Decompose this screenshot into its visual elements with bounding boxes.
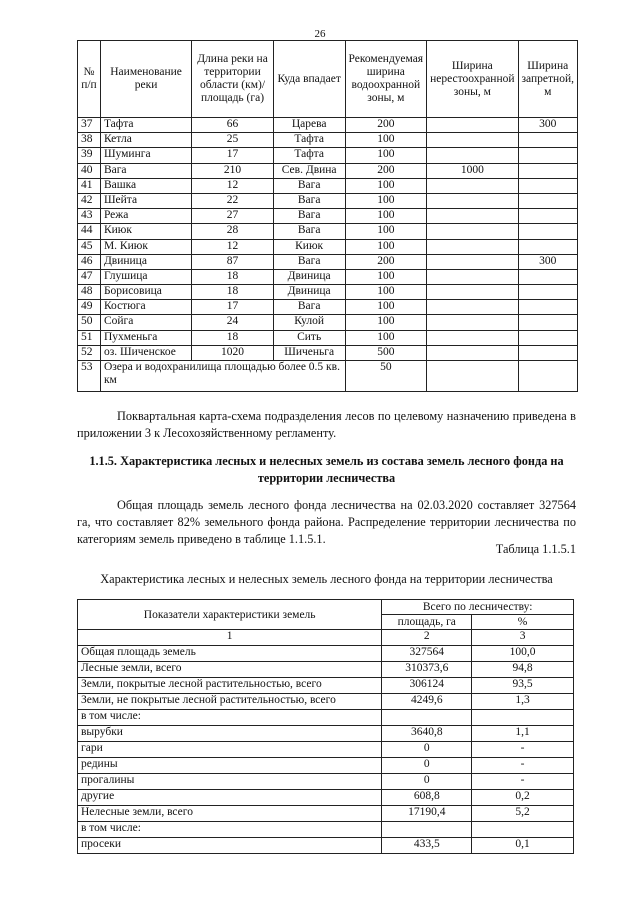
paragraph-forest-map: Поквартальная карта-схема подразделения лесов по целевому назначению приведена в приложении 3 к Лесохозяйственному регламенту.: [77, 409, 576, 440]
table-row: [78, 330, 578, 345]
cell-water-zone: 100: [345, 300, 427, 315]
table-row: [78, 838, 574, 854]
cell-pct: 100,0: [472, 646, 574, 662]
cell-num: 40: [78, 163, 101, 178]
cell-forbidden: 300: [518, 118, 577, 133]
header-outflow: Куда впадает: [273, 41, 345, 118]
cell-outflow: Вага: [273, 193, 345, 208]
cell-spawning: [427, 133, 518, 148]
cell-outflow: Тафта: [273, 148, 345, 163]
cell-num: 45: [78, 239, 101, 254]
cell-area: 306124: [382, 678, 472, 694]
cell-spawning: [427, 345, 518, 360]
cell-pct: 0,1: [472, 838, 574, 854]
header-spawning: Ширина нерестоохранной зоны, м: [427, 41, 518, 118]
table-row: [78, 254, 578, 269]
cell-pct: 1,3: [472, 694, 574, 710]
cell-water-zone: 200: [345, 254, 427, 269]
table-row: [78, 710, 574, 726]
cell-outflow: Тафта: [273, 133, 345, 148]
table-row: [78, 806, 574, 822]
cell-name: оз. Шиченское: [100, 345, 191, 360]
cell-length: 1020: [192, 345, 274, 360]
cell-label: Земли, покрытые лесной растительностью, всего: [78, 678, 382, 694]
table-row: [78, 726, 574, 742]
header-name: Наименование реки: [100, 41, 191, 118]
cell-spawning: [427, 209, 518, 224]
table-row: [78, 345, 578, 360]
cell-length: 17: [192, 300, 274, 315]
cell-label: другие: [78, 790, 382, 806]
header-length: Длина реки на территории области (км)/площадь (га): [192, 41, 274, 118]
table-row: [78, 269, 578, 284]
cell-water-zone: 100: [345, 239, 427, 254]
cell-water-zone: 100: [345, 330, 427, 345]
cell-outflow: Вага: [273, 254, 345, 269]
cell-outflow: Вага: [273, 224, 345, 239]
cell-pct: 93,5: [472, 678, 574, 694]
cell-area: 3640,8: [382, 726, 472, 742]
table-row: [78, 822, 574, 838]
table-row: [78, 133, 578, 148]
cell-pct: [472, 710, 574, 726]
cell-forbidden: [518, 345, 577, 360]
cell-spawning: [427, 239, 518, 254]
table-row: [78, 239, 578, 254]
cell-outflow: Кулой: [273, 315, 345, 330]
cell-water-zone: 100: [345, 315, 427, 330]
cell-name: Пухменьга: [100, 330, 191, 345]
cell-forbidden: [518, 285, 577, 300]
header-indicator: Показатели характеристики земель: [78, 600, 382, 630]
cell-forbidden: [518, 133, 577, 148]
rivers-header-row: [78, 41, 578, 118]
table-row: [78, 209, 578, 224]
cell-num: 49: [78, 300, 101, 315]
cell-area: 0: [382, 742, 472, 758]
cell-forbidden: [518, 163, 577, 178]
cell-pct: [472, 822, 574, 838]
cell-name: Костюга: [100, 300, 191, 315]
cell-label: гари: [78, 742, 382, 758]
cell-area: 17190,4: [382, 806, 472, 822]
cell-num: 46: [78, 254, 101, 269]
cell-spawning: [427, 193, 518, 208]
cell-label: Земли, не покрытые лесной растительностью, всего: [78, 694, 382, 710]
cell-length: 12: [192, 178, 274, 193]
cell-area: 0: [382, 758, 472, 774]
table-row: [78, 361, 578, 392]
cell-pct: -: [472, 758, 574, 774]
cell-water-zone: 500: [345, 345, 427, 360]
cell-name: Сойга: [100, 315, 191, 330]
cell-spawning: [427, 269, 518, 284]
cell-num: 52: [78, 345, 101, 360]
cell-outflow: Двиница: [273, 285, 345, 300]
table-row: [78, 178, 578, 193]
cell-length: 18: [192, 269, 274, 284]
cell-num: 38: [78, 133, 101, 148]
cell-name: Борисовица: [100, 285, 191, 300]
cell-area: 310373,6: [382, 662, 472, 678]
cell-num: 41: [78, 178, 101, 193]
cell-label: прогалины: [78, 774, 382, 790]
cell-outflow: Сить: [273, 330, 345, 345]
cell-area: 608,8: [382, 790, 472, 806]
cell-water-zone: 50: [345, 361, 427, 392]
cell-spawning: [427, 300, 518, 315]
cell-num: 43: [78, 209, 101, 224]
header-water-zone: Рекомендуемая ширина водоохранной зоны, м: [345, 41, 427, 118]
table-row: [78, 774, 574, 790]
cell-label: вырубки: [78, 726, 382, 742]
cell-water-zone: 100: [345, 193, 427, 208]
cell-num: 50: [78, 315, 101, 330]
cell-forbidden: [518, 239, 577, 254]
cell-outflow: Царева: [273, 118, 345, 133]
cell-length: 22: [192, 193, 274, 208]
cell-name: Вашка: [100, 178, 191, 193]
table-row: [78, 148, 578, 163]
table-row: [78, 678, 574, 694]
cell-water-zone: 100: [345, 178, 427, 193]
table-row: [78, 285, 578, 300]
lands-table: [77, 599, 574, 854]
header-forbidden: Ширина запретной, м: [518, 41, 577, 118]
cell-length: 18: [192, 285, 274, 300]
col-num-3: 3: [472, 630, 574, 646]
cell-water-zone: 100: [345, 209, 427, 224]
cell-spawning: [427, 224, 518, 239]
cell-spawning: [427, 178, 518, 193]
cell-spawning: [427, 361, 518, 392]
cell-pct: -: [472, 774, 574, 790]
cell-forbidden: [518, 361, 577, 392]
cell-label: редины: [78, 758, 382, 774]
cell-label: в том числе:: [78, 822, 382, 838]
cell-num: 47: [78, 269, 101, 284]
cell-outflow: Вага: [273, 209, 345, 224]
cell-num: 48: [78, 285, 101, 300]
cell-length: 25: [192, 133, 274, 148]
cell-num: 53: [78, 361, 101, 392]
cell-name: Шуминга: [100, 148, 191, 163]
cell-length: 18: [192, 330, 274, 345]
cell-pct: -: [472, 742, 574, 758]
cell-pct: 0,2: [472, 790, 574, 806]
cell-area: 433,5: [382, 838, 472, 854]
cell-name: Киюк: [100, 224, 191, 239]
cell-area: [382, 822, 472, 838]
cell-water-zone: 100: [345, 269, 427, 284]
cell-water-zone: 200: [345, 163, 427, 178]
table-row: [78, 662, 574, 678]
cell-name: Озера и водохранилища площадью более 0.5 кв. км: [100, 361, 345, 392]
cell-water-zone: 100: [345, 285, 427, 300]
cell-label: Нелесные земли, всего: [78, 806, 382, 822]
cell-num: 44: [78, 224, 101, 239]
cell-spawning: 1000: [427, 163, 518, 178]
cell-name: Кетла: [100, 133, 191, 148]
cell-length: 28: [192, 224, 274, 239]
col-num-1: 1: [78, 630, 382, 646]
cell-forbidden: [518, 269, 577, 284]
table-row: [78, 790, 574, 806]
cell-pct: 1,1: [472, 726, 574, 742]
cell-forbidden: [518, 178, 577, 193]
cell-length: 12: [192, 239, 274, 254]
cell-outflow: Киюк: [273, 239, 345, 254]
cell-name: Тафта: [100, 118, 191, 133]
table-row: [78, 118, 578, 133]
cell-label: просеки: [78, 838, 382, 854]
cell-spawning: [427, 254, 518, 269]
page-number: 26: [314, 28, 326, 40]
cell-name: Режа: [100, 209, 191, 224]
table-label: Таблица 1.1.5.1: [495, 542, 576, 556]
cell-num: 42: [78, 193, 101, 208]
cell-label: в том числе:: [78, 710, 382, 726]
cell-spawning: [427, 118, 518, 133]
cell-length: 210: [192, 163, 274, 178]
cell-forbidden: [518, 148, 577, 163]
cell-label: Общая площадь земель: [78, 646, 382, 662]
cell-pct: 5,2: [472, 806, 574, 822]
header-area: площадь, га: [382, 615, 472, 630]
section-heading: 1.1.5. Характеристика лесных и нелесных земель из состава земель лесного фонда на территории лесничества: [89, 454, 564, 485]
header-total: Всего по лесничеству:: [382, 600, 574, 615]
cell-length: 17: [192, 148, 274, 163]
table-row: [78, 163, 578, 178]
cell-pct: 94,8: [472, 662, 574, 678]
cell-forbidden: [518, 193, 577, 208]
rivers-table: [77, 40, 578, 392]
cell-forbidden: [518, 224, 577, 239]
cell-name: Шейта: [100, 193, 191, 208]
cell-area: 327564: [382, 646, 472, 662]
header-num: № п/п: [78, 41, 101, 118]
cell-forbidden: [518, 209, 577, 224]
table-row: [78, 694, 574, 710]
cell-forbidden: [518, 330, 577, 345]
cell-forbidden: 300: [518, 254, 577, 269]
cell-outflow: Двиница: [273, 269, 345, 284]
cell-name: Вага: [100, 163, 191, 178]
cell-length: 66: [192, 118, 274, 133]
table-row: [78, 646, 574, 662]
cell-forbidden: [518, 315, 577, 330]
cell-num: 39: [78, 148, 101, 163]
cell-water-zone: 100: [345, 148, 427, 163]
paragraph-total-area: Общая площадь земель лесного фонда лесничества на 02.03.2020 составляет 327564 га, что составляет 82% земельного фонда района. Распределение территории лесничества по категориям земель приведено в таблице 1.1.5.1.: [77, 498, 576, 546]
cell-area: [382, 710, 472, 726]
table-title: Характеристика лесных и нелесных земель лесного фонда на территории лесничества: [100, 572, 553, 586]
col-num-2: 2: [382, 630, 472, 646]
table-row: [78, 742, 574, 758]
cell-name: М. Киюк: [100, 239, 191, 254]
table-row: [78, 193, 578, 208]
cell-spawning: [427, 330, 518, 345]
cell-water-zone: 100: [345, 133, 427, 148]
cell-spawning: [427, 148, 518, 163]
cell-area: 4249,6: [382, 694, 472, 710]
cell-length: 87: [192, 254, 274, 269]
cell-name: Двиница: [100, 254, 191, 269]
cell-water-zone: 100: [345, 224, 427, 239]
cell-num: 37: [78, 118, 101, 133]
table-row: [78, 300, 578, 315]
cell-area: 0: [382, 774, 472, 790]
cell-length: 27: [192, 209, 274, 224]
cell-outflow: Сев. Двина: [273, 163, 345, 178]
cell-length: 24: [192, 315, 274, 330]
cell-spawning: [427, 285, 518, 300]
table-row: [78, 315, 578, 330]
cell-spawning: [427, 315, 518, 330]
cell-num: 51: [78, 330, 101, 345]
cell-outflow: Вага: [273, 300, 345, 315]
cell-forbidden: [518, 300, 577, 315]
cell-outflow: Вага: [273, 178, 345, 193]
cell-water-zone: 200: [345, 118, 427, 133]
cell-name: Глушица: [100, 269, 191, 284]
header-pct: %: [472, 615, 574, 630]
cell-outflow: Шиченьга: [273, 345, 345, 360]
cell-label: Лесные земли, всего: [78, 662, 382, 678]
table-row: [78, 224, 578, 239]
table-row: [78, 758, 574, 774]
